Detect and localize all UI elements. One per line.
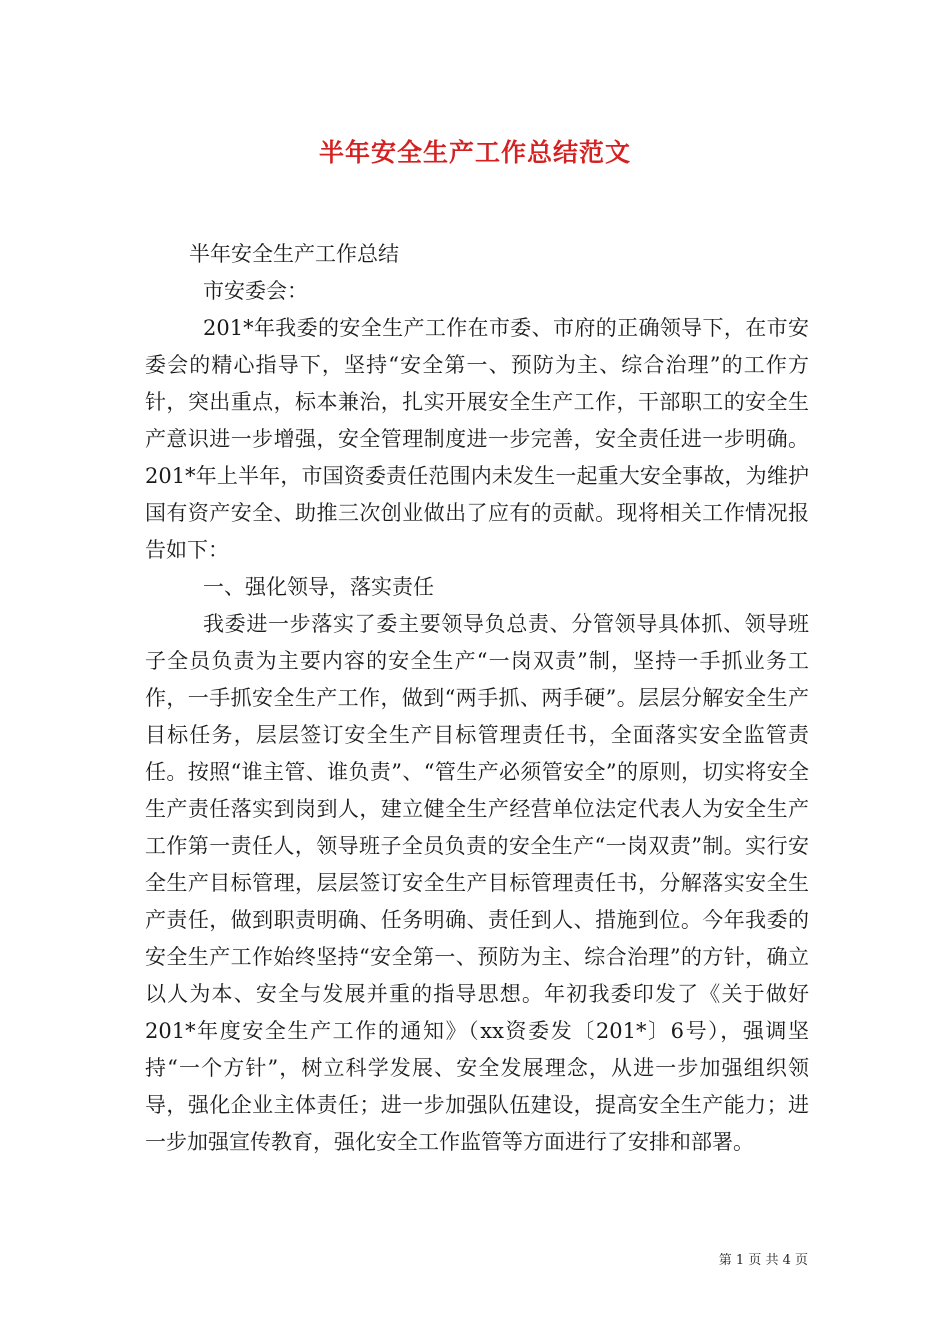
page-number: 第 1 页 共 4 页 <box>718 1253 808 1268</box>
document-body <box>145 236 809 1161</box>
paragraph-intro: 201*年我委的安全生产工作在市委、市府的正确领导下，在市安委会的精心指导下，坚持“安全第一、预防为主、综合治理”的工作方针，突出重点，标本兼治，扎实开展安全生产工作，干部职工的安全生产意识进一步增强，安全管理制度进一步完善，安全责任进一步明确。201*年上半年，市国资委责任范围内未发生一起重大安全事故，为维护国有资产安全、助推三次创业做出了应有的贡献。现将相关工作情况报告如下： <box>145 316 809 562</box>
document-title: 半年安全生产工作总结范文 <box>318 138 631 167</box>
paragraph-body: 我委进一步落实了委主要领导负总责、分管领导具体抓、领导班子全员负责为主要内容的安全生产“一岗双责”制，坚持一手抓业务工作，一手抓安全生产工作，做到“两手抓、两手硬”。层层分解安全生产目标任务，层层签订安全生产目标管理责任书，全面落实安全监管责任。按照“谁主管、谁负责”、“管生产必须管安全”的原则，切实将安全生产责任落实到岗到人，建立健全生产经营单位法定代表人为安全生产工作第一责任人，领导班子全员负责的安全生产“一岗双责”制。实行安全生产目标管理，层层签订安全生产目标管理责任书，分解落实安全生产责任，做到职责明确、任务明确、责任到人、措施到位。今年我委的安全生产工作始终坚持“安全第一、预防为主、综合治理”的方针，确立以人为本、安全与发展并重的指导思想。年初我委印发了《关于做好201*年度安全生产工作的通知》（xx资委发〔201*〕6号），强调坚持“一个方针”，树立科学发展、安全发展理念，从进一步加强组织领导，强化企业主体责任；进一步加强队伍建设，提高安全生产能力；进一步加强宣传教育，强化安全工作监管等方面进行了安排和部署。 <box>145 612 809 1154</box>
document-subtitle: 半年安全生产工作总结 <box>189 242 399 266</box>
salutation: 市安委会： <box>203 279 308 303</box>
section-heading: 一、强化领导，落实责任 <box>203 575 434 599</box>
